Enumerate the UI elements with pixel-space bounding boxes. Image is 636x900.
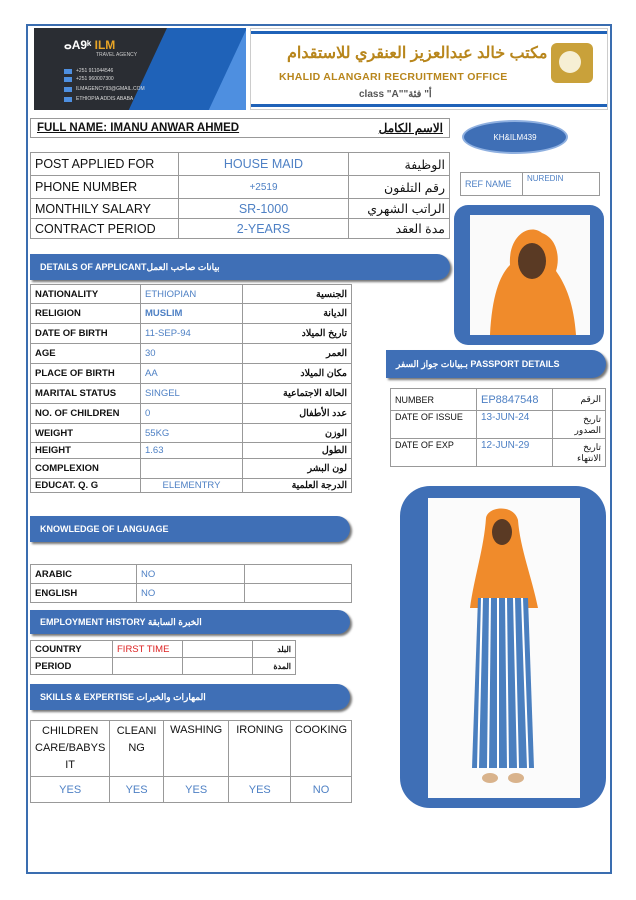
- table-row: EDUCAT. Q. G ELEMENTRY الدرجة العلمية: [31, 479, 352, 493]
- table-row: NATIONALITY ETHIOPIAN الجنسية: [31, 285, 352, 304]
- table-row: DATE OF ISSUE 13-JUN-24 تاريخ الصدور: [391, 411, 606, 439]
- skills-banner: SKILLS & EXPERTISE المهارات والخبرات: [30, 684, 350, 710]
- language-banner: KNOWLEDGE OF LANGUAGE: [30, 516, 350, 542]
- table-row: HEIGHT 1.63 الطول: [31, 443, 352, 459]
- table-row: CONTRACT PERIOD 2-YEARS مدة العقد: [31, 219, 450, 239]
- office-english-name: KHALID ALANGARI RECRUITMENT OFFICE: [279, 71, 508, 83]
- table-row: PHONE NUMBER +2519 رقم التلفون: [31, 176, 450, 199]
- language-table: [30, 564, 352, 603]
- full-body-image-icon: [428, 498, 580, 798]
- applicant-banner: DETAILS OF APPLICANTبيانات صاحب العمل: [30, 254, 450, 280]
- portrait-image-icon: [470, 215, 590, 335]
- full-name-arabic: الاسم الكامل: [378, 121, 443, 135]
- employment-table: [30, 640, 296, 675]
- code-badge: KH&ILM439: [462, 120, 568, 154]
- full-name-row: [30, 118, 450, 138]
- ref-table: [460, 172, 600, 196]
- portrait-photo: [454, 205, 604, 345]
- agency-email: ILMAGENCY93@GMAIL.COM: [64, 86, 145, 92]
- table-row: PLACE OF BIRTH AA مكان الميلاد: [31, 364, 352, 384]
- full-body-photo: [400, 486, 606, 808]
- office-logo-icon: [551, 43, 593, 83]
- passport-banner: بـبيانات جواز السفر PASSPORT DETAILS: [386, 350, 606, 378]
- table-row: MONTHILY SALARY SR-1000 الراتب الشهري: [31, 199, 450, 219]
- table-row: DATE OF EXP 12-JUN-29 تاريخ الانتهاء: [391, 439, 606, 467]
- table-row: WEIGHT 55KG الوزن: [31, 424, 352, 443]
- table-row: YES YES YES YES NO: [31, 777, 352, 803]
- agency-phone-2: +251 960007300: [64, 76, 114, 82]
- full-name-label: FULL NAME: IMANU ANWAR AHMED: [37, 122, 240, 134]
- agency-phone-1: +251 911044546: [64, 68, 113, 74]
- table-row: RELIGION MUSLIM الديانة: [31, 304, 352, 324]
- table-row: NO. OF CHILDREN 0 عدد الأطفال: [31, 404, 352, 424]
- agency-address: ETHIOPIA ADDIS ABABA: [64, 96, 133, 102]
- post-table: [30, 152, 450, 239]
- table-row: CHILDREN CARE/BABYS IT CLEANI NG WASHING IRONING COOKING: [31, 721, 352, 777]
- table-row: POST APPLIED FOR HOUSE MAID الوظيفة: [31, 153, 450, 176]
- office-class: class "A""أ" فئة: [359, 89, 432, 100]
- table-row: NUMBER EP8847548 الرقم: [391, 389, 606, 411]
- table-row: DATE OF BIRTH 11-SEP-94 تاريخ الميلاد: [31, 324, 352, 344]
- agency-subtitle: TRAVEL AGENCY: [96, 52, 138, 58]
- table-row: COMPLEXION لون البشر: [31, 459, 352, 479]
- employment-banner: EMPLOYMENT HISTORY الخبرة السابقة: [30, 610, 350, 634]
- table-row: MARITAL STATUS SINGEL الحالة الاجتماعية: [31, 384, 352, 404]
- agency-business-card: [34, 28, 246, 110]
- table-row: AGE 30 العمر: [31, 344, 352, 364]
- applicant-table: [30, 284, 352, 493]
- table-row: ARABIC NO: [31, 565, 352, 584]
- table-row: ENGLISH NO: [31, 584, 352, 603]
- table-row: COUNTRY FIRST TIME البلد: [31, 641, 296, 658]
- table-row: REF NAME NUREDIN: [461, 173, 600, 196]
- office-arabic-name: مكتب خالد عبدالعزيز العنقري للاستقدام: [287, 45, 548, 62]
- office-header: [250, 28, 608, 110]
- agency-logo: ⴰA9ᵏ ILM: [64, 38, 116, 52]
- table-row: PERIOD المدة: [31, 658, 296, 675]
- passport-table: [390, 388, 606, 467]
- skills-table: [30, 720, 352, 803]
